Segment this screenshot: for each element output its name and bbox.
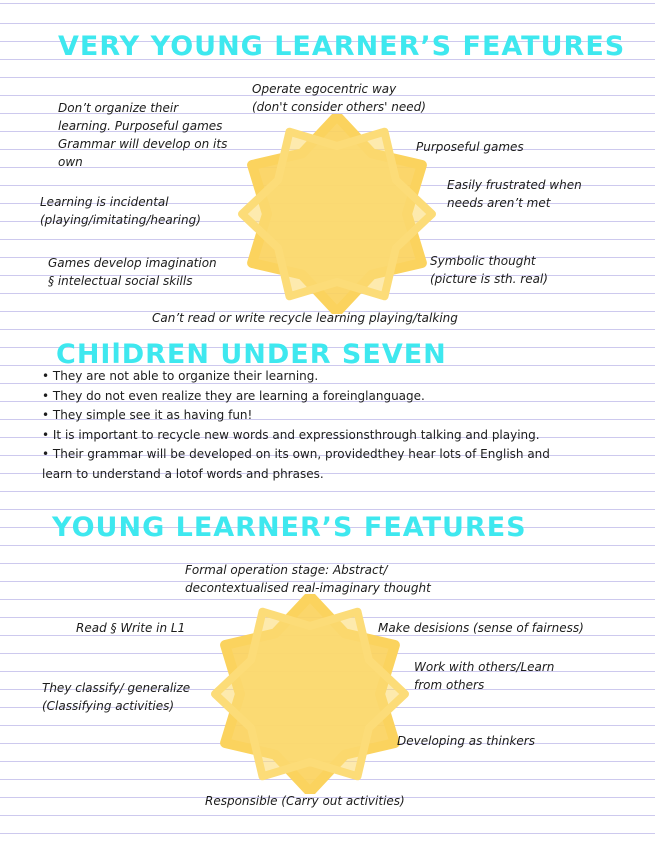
vy-top-line2: (don't consider others' need) — [252, 100, 426, 114]
section-title-young: YOUNG LEARNER’S FEATURES — [52, 512, 527, 543]
y-top — [185, 561, 431, 597]
y-right2 — [414, 658, 554, 694]
bullet-item: • They do not even realize they are learning a foreinglanguage. — [42, 388, 425, 403]
bullet-item: • They simple see it as having fun! — [42, 408, 253, 422]
y-right2-line2: from others — [414, 678, 485, 692]
vy-left3-line2: § intelectual social skills — [48, 274, 193, 288]
bullet-item: learn to understand a lotof words and phrases. — [42, 466, 324, 481]
y-left1-line1: Read § Write in L1 — [76, 621, 186, 635]
section-title-very-young: VERY YOUNG LEARNER’S FEATURES — [58, 31, 626, 62]
vy-left1-line4: own — [58, 155, 83, 169]
vy-left1 — [58, 99, 227, 171]
vy-right3-line2: (picture is sth. real) — [430, 272, 548, 286]
vy-left1-line2: learning. Purposeful games — [58, 119, 223, 133]
bullet-list — [42, 367, 622, 484]
bullet-item: • Their grammar will be developed on its own, providedthey hear lots of English and — [42, 447, 550, 461]
vy-right2-line1: Easily frustrated when — [447, 178, 582, 192]
y-top-line1: Formal operation stage: Abstract/ — [185, 563, 388, 577]
vy-left2-line1: Learning is incidental — [40, 195, 169, 209]
vy-right1 — [416, 138, 524, 156]
y-right1-line1: Make desisions (sense of fairness) — [378, 621, 584, 635]
bullet-item: • It is important to recycle new words and expressionsthrough talking and playing. — [42, 427, 540, 442]
bullet-item: • They are not able to organize their learning. — [42, 369, 319, 383]
vy-bottom-line1: Can’t read or write recycle learning playing/talking — [152, 311, 458, 325]
y-left2 — [42, 679, 190, 715]
vy-left3 — [48, 254, 217, 290]
vy-top-line1: Operate egocentric way — [252, 82, 397, 96]
vy-left3-line1: Games develop imagination — [48, 256, 217, 270]
sun-shape-1 — [237, 114, 437, 314]
vy-right2-line2: needs aren’t met — [447, 196, 551, 210]
y-right3-line1: Developing as thinkers — [397, 734, 535, 748]
vy-right3 — [430, 252, 548, 288]
y-right3 — [397, 732, 535, 750]
vy-left2-line2: (playing/imitating/hearing) — [40, 213, 201, 227]
vy-right3-line1: Symbolic thought — [430, 254, 536, 268]
vy-top — [252, 80, 426, 116]
vy-bottom — [152, 309, 458, 327]
vy-left1-line3: Grammar will develop on its — [58, 137, 228, 151]
y-bottom — [205, 792, 405, 810]
y-top-line2: decontextualised real-imaginary thought — [185, 581, 431, 595]
y-bottom-line1: Responsible (Carry out activities) — [205, 794, 405, 808]
vy-right2 — [447, 176, 582, 212]
y-left2-line2: (Classifying activities) — [42, 699, 175, 713]
vy-left1-line1: Don’t organize their — [58, 101, 179, 115]
section-title-children-under-seven: CHIlDREN UNDER SEVEN — [56, 339, 447, 370]
y-left1 — [76, 619, 185, 637]
vy-left2 — [40, 193, 201, 229]
y-left2-line1: They classify/ generalize — [42, 681, 191, 695]
vy-right1-line1: Purposeful games — [416, 140, 524, 154]
y-right1 — [378, 619, 584, 637]
y-right2-line1: Work with others/Learn — [414, 660, 555, 674]
